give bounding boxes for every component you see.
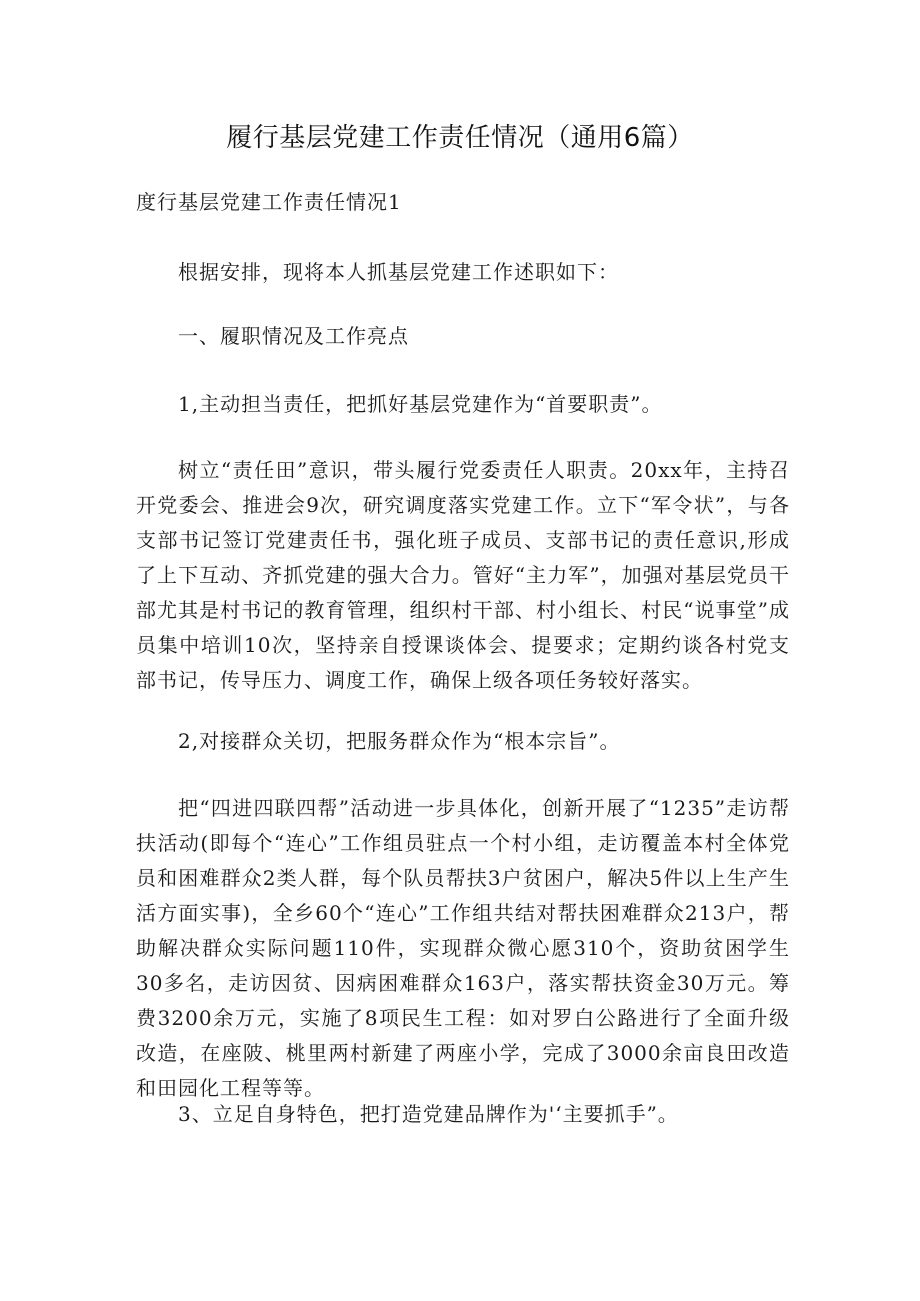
document-title: 履行基层党建工作责任情况（通用6篇） — [226, 123, 694, 153]
heading-point-2: 2,对接群众关切，把服务群众作为“根本宗旨”。 — [178, 729, 621, 753]
paragraph-intro: 根据安排，现将本人抓基层党建工作述职如下： — [178, 260, 619, 284]
heading-point-3: 3、立足自身特色，把打造党建品牌作为'‘主要抓手”。 — [178, 1102, 679, 1126]
paragraph-point-2-body: 把“四进四联四帮”活动进一步具体化，创新开展了“1235”走访帮扶活动(即每个“连心”工作组员驻点一个村小组，走访覆盖本村全体党员和困难群众2类人群，每个队员帮扶3户贫困户，解决5件以上生产生活方面实事)，全乡60个“连心”工作组共结对帮扶困难群众213户，帮助解决群众实际问题110件，实现群众微心愿310个，资助贫困学生30多名，走访因贫、因病困难群众163户，落实帮扶资金30万元。筹费3200余万元，实施了8项民生工程：如对罗白公路进行了全面升级改造，在座陂、桃里两村新建了两座小学，完成了3000余亩良田改造和田园化工程等等。 — [136, 796, 790, 1100]
heading-performance: 一、履职情况及工作亮点 — [178, 324, 409, 348]
paragraph-point-1-body: 树立“责任田”意识，带头履行党委责任人职责。20xx年，主持召开党委会、推进会9次，研究调度落实党建工作。立下“军令状”，与各支部书记签订党建责任书，强化班子成员、支部书记的责任意识,形成了上下互动、齐抓党建的强大合力。管好“主力军”，加强对基层党员干部尤其是村书记的教育管理，组织村干部、村小组长、村民“说事堂”成员集中培训10次，坚持亲自授课谈体会、提要求；定期约谈各村党支部书记，传导压力、调度工作，确保上级各项任务较好落实。 — [136, 458, 790, 692]
heading-point-1: 1,主动担当责任，把抓好基层党建作为“首要职责”。 — [178, 392, 663, 416]
section-title: 度行基层党建工作责任情况1 — [136, 190, 402, 214]
